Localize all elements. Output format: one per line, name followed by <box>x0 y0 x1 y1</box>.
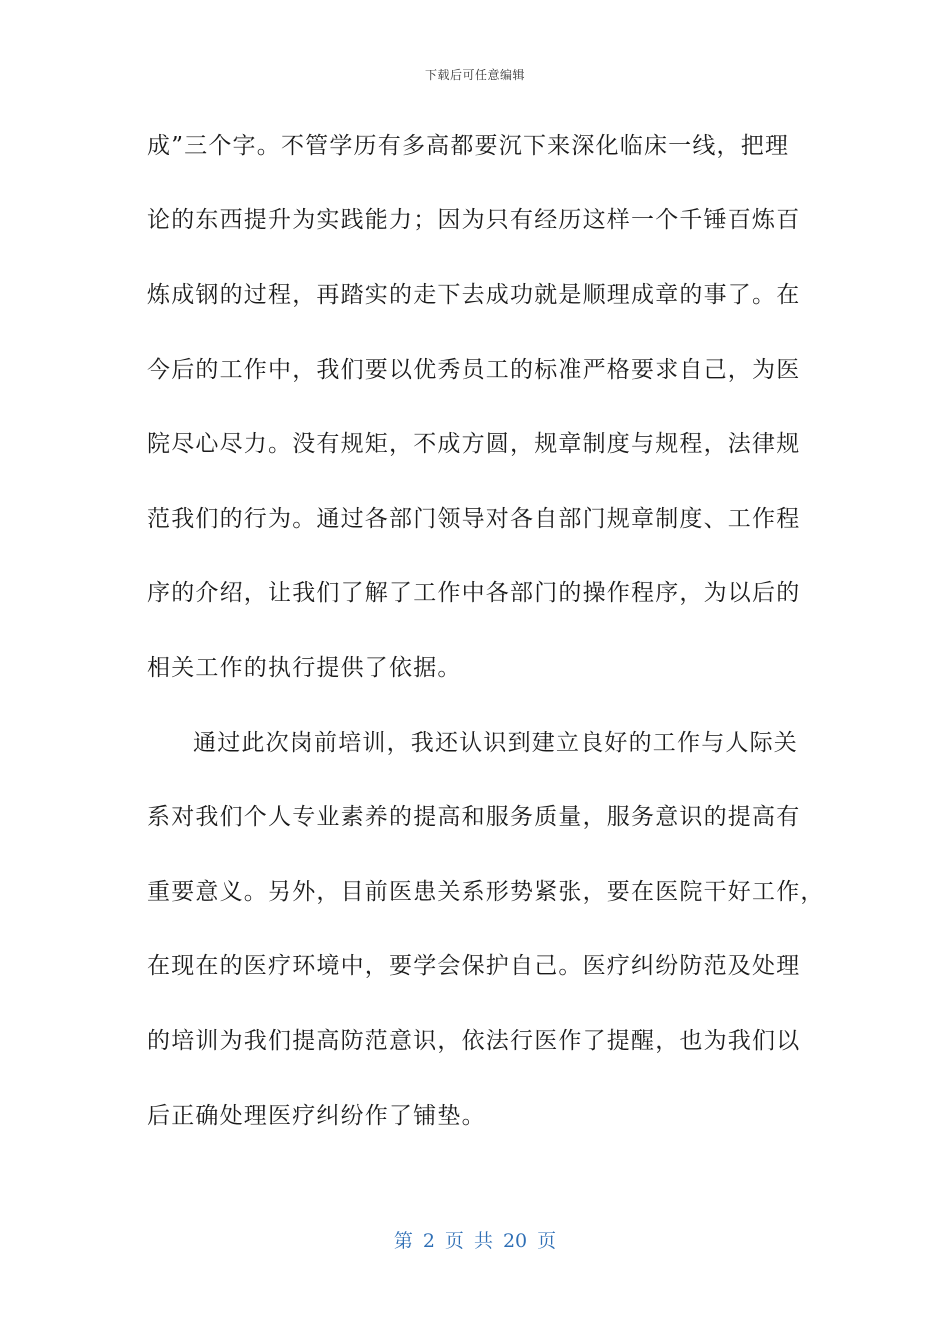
text-line: 后正确处理医疗纠纷作了铺垫。 <box>147 1103 486 1129</box>
footer-prefix: 第 <box>393 1230 413 1252</box>
text-line: 重要意义。另外，目前医患关系形势紧张，要在医院干好工作， <box>147 879 825 905</box>
total-page-count: 20 <box>502 1230 528 1252</box>
text-line: 的培训为我们提高防范意识，依法行医作了提醒，也为我们以 <box>147 1028 801 1054</box>
text-line: 系对我们个人专业素养的提高和服务质量，服务意识的提高有 <box>147 804 801 830</box>
text-line: 炼成钢的过程，再踏实的走下去成功就是顺理成章的事了。在 <box>147 282 801 308</box>
text-line: 今后的工作中，我们要以优秀员工的标准严格要求自己，为医 <box>147 357 801 383</box>
page-number-footer <box>0 1226 950 1253</box>
text-line: 成”三个字。不管学历有多高都要沉下来深化临床一线，把理 <box>147 133 790 159</box>
text-line: 范我们的行为。通过各部门领导对各自部门规章制度、工作程 <box>147 506 801 532</box>
page-header-note: 下载后可任意编辑 <box>424 68 525 82</box>
text-line: 论的东西提升为实践能力；因为只有经历这样一个千锤百炼百 <box>147 207 801 233</box>
footer-suffix: 页 <box>537 1230 557 1252</box>
current-page-number: 2 <box>422 1230 435 1252</box>
text-line: 通过此次岗前培训，我还认识到建立良好的工作与人际关 <box>193 730 798 756</box>
text-line: 相关工作的执行提供了依据。 <box>147 655 462 681</box>
text-line: 院尽心尽力。没有规矩，不成方圆，规章制度与规程，法律规 <box>147 431 801 457</box>
text-line: 在现在的医疗环境中，要学会保护自己。医疗纠纷防范及处理 <box>147 953 801 979</box>
footer-middle: 页 共 <box>444 1230 493 1252</box>
text-line: 序的介绍，让我们了解了工作中各部门的操作程序，为以后的 <box>147 580 801 606</box>
